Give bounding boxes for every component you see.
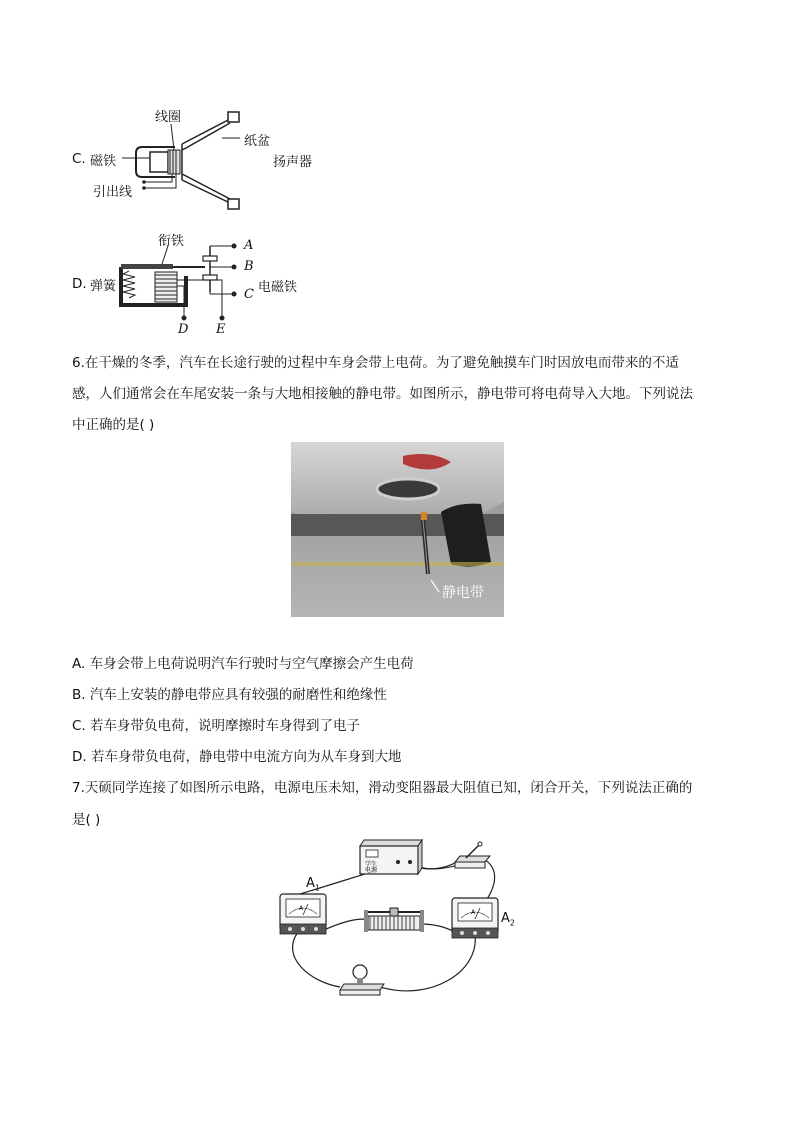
q6-stem-line1: 6.在干燥的冬季，汽车在长途行驶的过程中车身会带上电荷。为了避免触摸车门时因放电而带来的不适: [72, 355, 679, 371]
power-label-1: 学生: [365, 861, 378, 868]
label-coil: 线圈: [155, 110, 182, 125]
a1-dial-letter: A: [298, 905, 304, 912]
rheostat: [364, 908, 424, 932]
photo-label-static-strap: 静电带: [442, 585, 484, 601]
label-a2: [501, 911, 515, 928]
terminal-a: A: [244, 238, 254, 253]
label-a1-letter: A: [306, 876, 315, 891]
power-label-2: 电源: [365, 867, 378, 874]
ammeter-a1: [280, 894, 326, 934]
q6-stem-line2: 感，人们通常会在车尾安装一条与大地相接触的静电带。如图所示，静电带可将电荷导入大地。下列说法: [72, 386, 693, 402]
switch: [455, 842, 490, 868]
armature-shape: [121, 264, 173, 269]
a2-dial-letter: A: [470, 909, 476, 916]
q6-option-a: A. 车身会带上电荷说明汽车行驶时与空气摩擦会产生电荷: [72, 656, 414, 672]
q6-option-b: B. 汽车上安装的静电带应具有较强的耐磨性和绝缘性: [72, 687, 387, 703]
terminal-e: E: [216, 322, 226, 337]
label-a1-sub: 1: [314, 883, 320, 893]
label-cone: 纸盆: [244, 134, 271, 149]
label-electromagnet: 电磁铁: [258, 280, 298, 295]
q6-option-d: D. 若车身带负电荷，静电带中电流方向为从车身到大地: [72, 749, 402, 765]
static-strap-photo: [291, 442, 504, 617]
terminal-d: D: [178, 322, 189, 337]
label-a2-letter: A: [501, 911, 510, 926]
q6-stem-line3: 中正确的是( ): [72, 417, 155, 433]
q6-option-c: C. 若车身带负电荷，说明摩擦时车身得到了电子: [72, 718, 361, 734]
q7-stem-line1: 7.天硕同学连接了如图所示电路，电源电压未知，滑动变阻器最大阻值已知，闭合开关，下列说法正确的: [72, 780, 693, 796]
q7-stem-line2: 是( ): [72, 812, 101, 828]
label-spring: 弹簧: [90, 279, 117, 294]
label-armature: 衔铁: [158, 234, 185, 249]
label-a1: [306, 876, 320, 893]
option-letter-d: D.: [72, 276, 87, 292]
terminal-b: B: [244, 259, 254, 274]
label-magnet: 磁铁: [90, 154, 117, 169]
terminal-c: C: [244, 287, 254, 302]
ammeter-a2: [452, 898, 498, 938]
spring-shape: [123, 271, 135, 298]
option-letter-c: C.: [72, 151, 86, 167]
label-a2-sub: 2: [509, 918, 515, 928]
label-speaker: 扬声器: [273, 155, 313, 170]
circuit-diagram: [270, 832, 530, 1002]
relay-diagram: [0, 0, 794, 340]
light-bulb: [340, 965, 384, 995]
label-lead: 引出线: [93, 185, 133, 200]
